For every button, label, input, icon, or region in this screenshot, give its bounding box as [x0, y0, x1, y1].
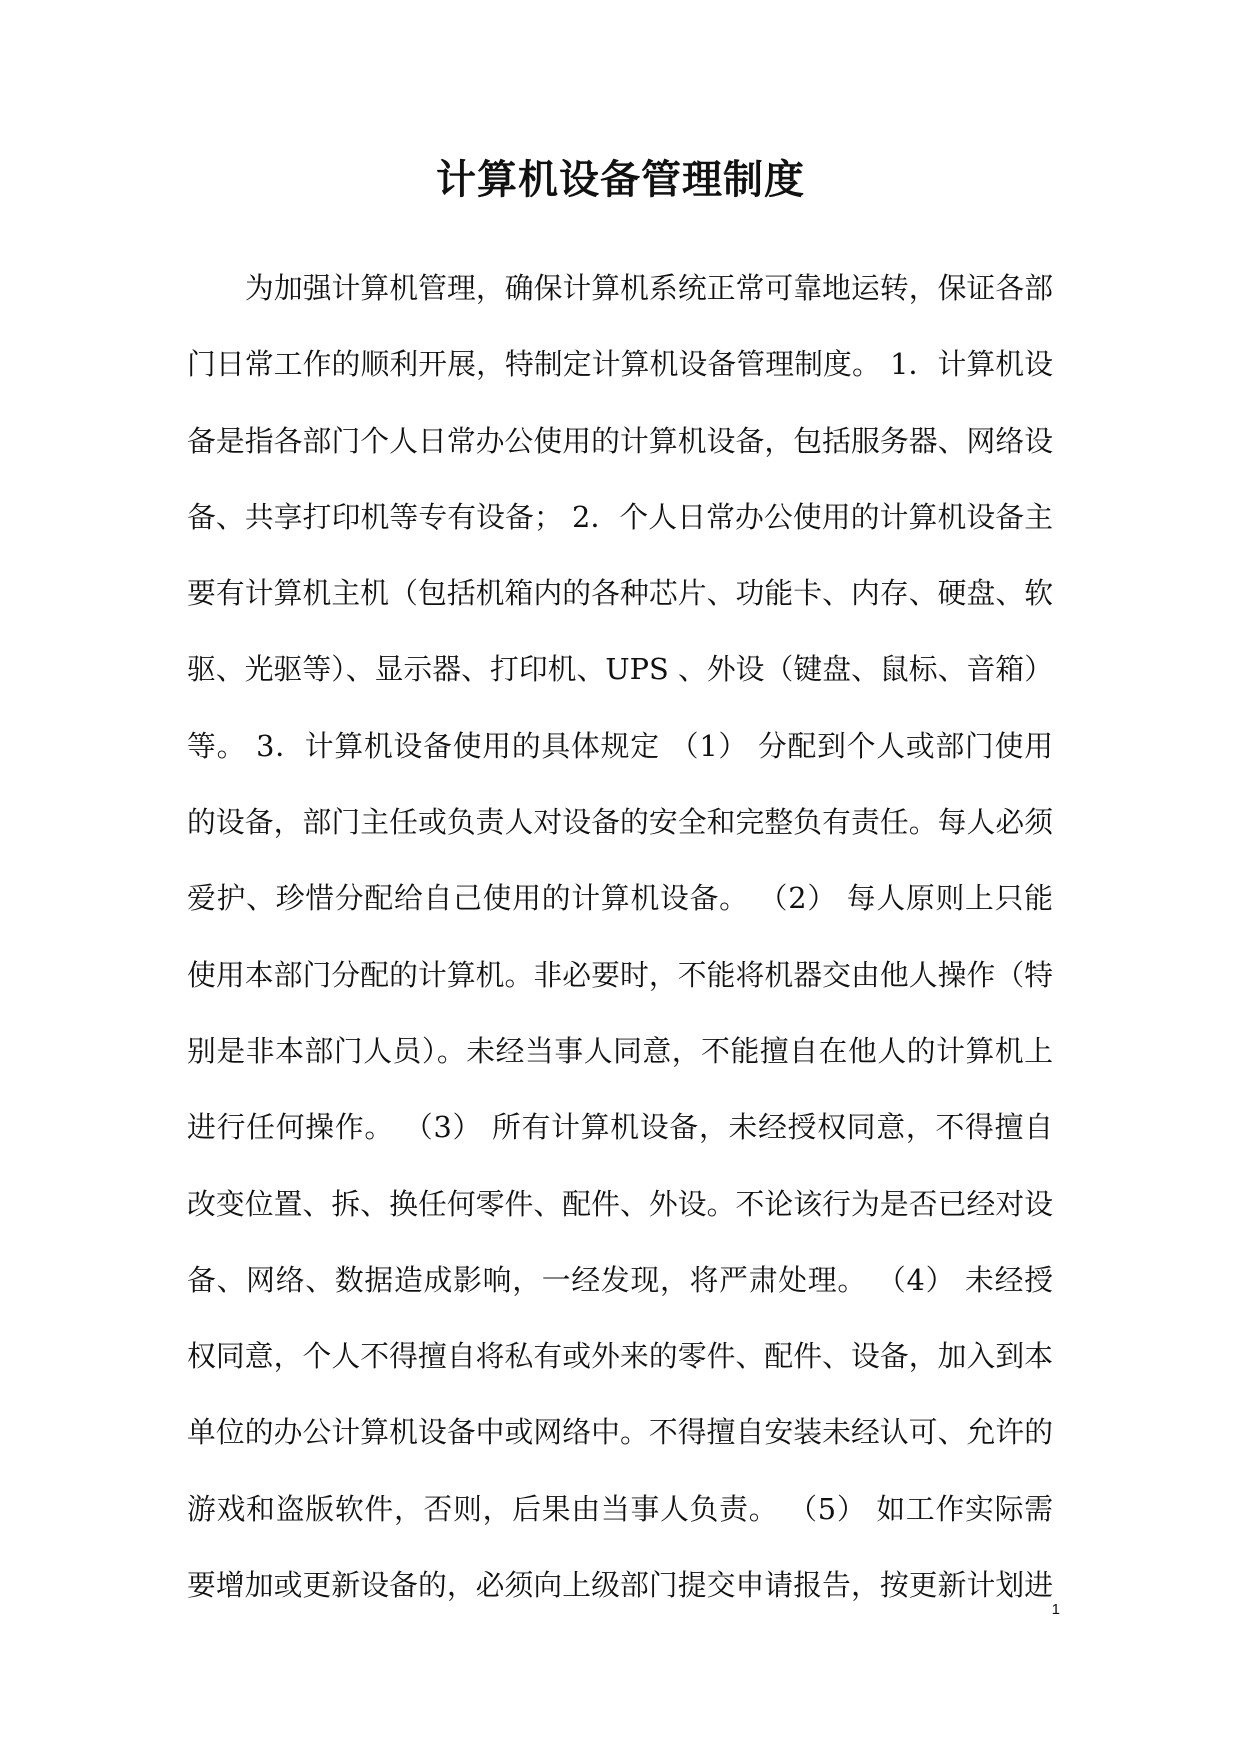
- document-body: [187, 250, 1053, 1623]
- paragraph-line: 要增加或更新设备的，必须向上级部门提交申请报告，按更新计划进: [187, 1568, 1053, 1603]
- paragraph-line: 门日常工作的顺利开展，特制定计算机设备管理制度。 1．计算机设: [187, 347, 1053, 382]
- paragraph-line: 备是指各部门个人日常办公使用的计算机设备，包括服务器、网络设: [187, 423, 1053, 458]
- paragraph-line: 爱护、珍惜分配给自己使用的计算机设备。 （2） 每人原则上只能: [187, 881, 1053, 916]
- paragraph-line: 的设备，部门主任或负责人对设备的安全和完整负有责任。每人必须: [187, 805, 1053, 840]
- document-title: 计算机设备管理制度: [436, 156, 805, 203]
- paragraph-line: 备、共享打印机等专有设备； 2．个人日常办公使用的计算机设备主: [187, 499, 1053, 534]
- paragraph-line: 要有计算机主机（包括机箱内的各种芯片、功能卡、内存、硬盘、软: [187, 576, 1053, 611]
- paragraph-line: 备、网络、数据造成影响，一经发现，将严肃处理。 （4） 未经授: [187, 1262, 1053, 1297]
- paragraph-line: 别是非本部门人员）。未经当事人同意，不能擅自在他人的计算机上: [187, 1033, 1053, 1068]
- paragraph-line: 为加强计算机管理，确保计算机系统正常可靠地运转，保证各部: [245, 271, 1053, 305]
- paragraph-line: 进行任何操作。 （3） 所有计算机设备，未经授权同意，不得擅自: [187, 1110, 1053, 1145]
- paragraph-line: 改变位置、拆、换任何零件、配件、外设。不论该行为是否已经对设: [187, 1186, 1053, 1221]
- paragraph-line: 使用本部门分配的计算机。非必要时，不能将机器交由他人操作（特: [187, 957, 1053, 992]
- paragraph-line: 等。 3．计算机设备使用的具体规定 （1） 分配到个人或部门使用: [187, 728, 1053, 763]
- page-number: 1: [1051, 1601, 1060, 1618]
- paragraph-line: 驱、光驱等）、显示器、打印机、UPS 、外设（键盘、鼠标、音箱）: [187, 652, 1053, 687]
- paragraph-line: 权同意，个人不得擅自将私有或外来的零件、配件、设备，加入到本: [187, 1339, 1053, 1374]
- paragraph-line: 游戏和盗版软件，否则，后果由当事人负责。 （5） 如工作实际需: [187, 1491, 1053, 1526]
- paragraph-line: 单位的办公计算机设备中或网络中。不得擅自安装未经认可、允许的: [187, 1415, 1053, 1450]
